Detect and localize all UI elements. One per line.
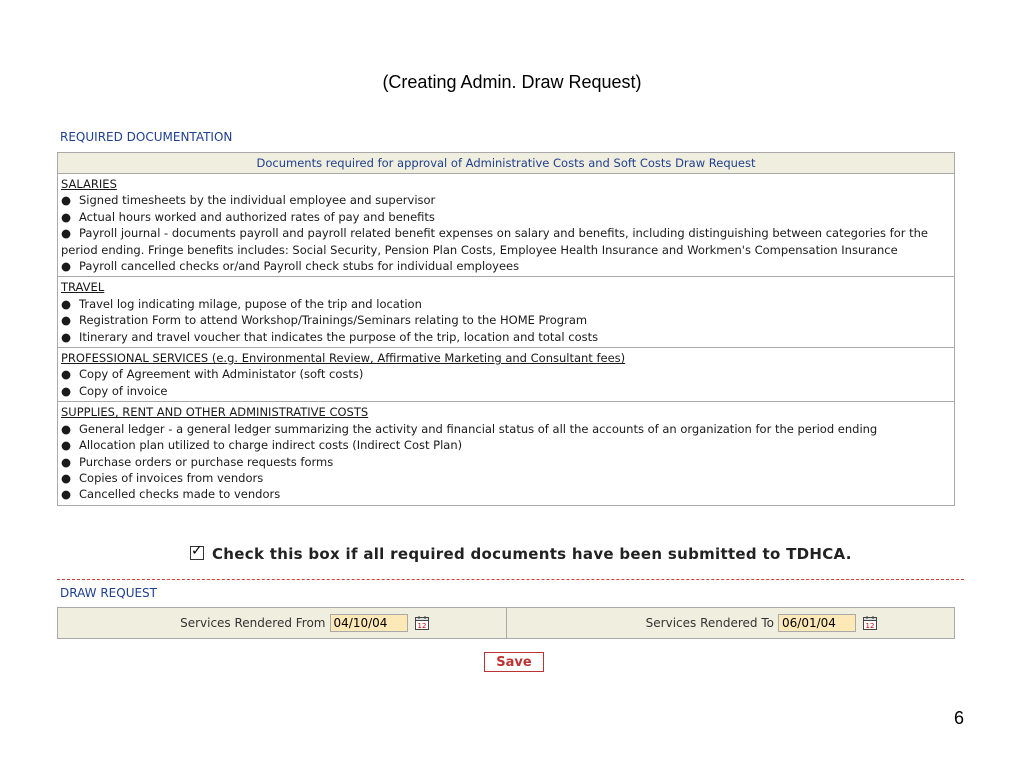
bullet-icon: ●	[61, 438, 72, 453]
documents-section	[58, 401, 954, 504]
documents-list-item-text: Copy of invoice	[79, 383, 168, 398]
documents-submitted-label: Check this box if all required documents have been submitted to TDHCA.	[212, 545, 852, 563]
calendar-icon[interactable]	[862, 615, 878, 631]
documents-list-item-text: Travel log indicating milage, pupose of the trip and location	[79, 296, 422, 311]
documents-section	[58, 276, 954, 347]
documents-list-item-text: Cancelled checks made to vendors	[79, 487, 281, 502]
documents-list-item	[61, 421, 952, 437]
documents-submitted-checkbox[interactable]	[190, 546, 204, 560]
documents-list-item	[61, 454, 952, 470]
bullet-icon: ●	[61, 329, 72, 344]
documents-section-title: TRAVEL	[61, 280, 105, 295]
documents-list-item	[61, 486, 952, 502]
documents-list-item	[61, 437, 952, 453]
bullet-icon: ●	[61, 313, 72, 328]
documents-list-item-text: Allocation plan utilized to charge indirect costs (Indirect Cost Plan)	[79, 438, 463, 453]
bullet-icon: ●	[61, 383, 72, 398]
documents-table-header: Documents required for approval of Administrative Costs and Soft Costs Draw Request	[58, 153, 954, 174]
bullet-icon: ●	[61, 470, 72, 485]
services-from-label: Services Rendered From	[180, 616, 326, 630]
section-divider	[57, 579, 964, 580]
documents-section-title: PROFESSIONAL SERVICES (e.g. Environmental Review, Affirmative Marketing and Consultant fees)	[61, 351, 626, 366]
bullet-icon: ●	[61, 259, 72, 274]
services-to-label: Services Rendered To	[645, 616, 774, 630]
services-from-cell	[58, 608, 507, 638]
documents-list-item	[61, 225, 952, 258]
save-button[interactable]: Save	[484, 652, 544, 672]
documents-list-item-text: Payroll cancelled checks or/and Payroll check stubs for individual employees	[79, 259, 520, 274]
documents-list-item-text: Copies of invoices from vendors	[79, 470, 264, 485]
documents-list-item-text: Payroll journal - documents payroll and payroll related benefit expenses on salary and benefits, including distinguishing between categories for the period ending. Fringe benefits includes: Social Security, Pension Plan Costs, Employee Health Insurance and Workmen's Compensation Insurance	[61, 226, 928, 257]
draw-request-table	[57, 607, 955, 639]
documents-list-item-text: Signed timesheets by the individual employee and supervisor	[79, 193, 436, 208]
documents-list-item	[61, 366, 952, 382]
documents-list-item	[61, 312, 952, 328]
documents-list-item	[61, 470, 952, 486]
page-number: 6	[953, 708, 964, 728]
slide-title: (Creating Admin. Draw Request)	[382, 72, 642, 92]
documents-list-item	[61, 383, 952, 399]
documents-section	[58, 347, 954, 401]
required-documentation-label: REQUIRED DOCUMENTATION	[60, 130, 233, 144]
documents-list-item	[61, 209, 952, 225]
services-to-cell	[507, 608, 955, 638]
bullet-icon: ●	[61, 487, 72, 502]
bullet-icon: ●	[61, 421, 72, 436]
documents-list-item	[61, 329, 952, 345]
documents-section	[58, 174, 954, 276]
documents-table	[57, 152, 955, 506]
documents-list-item-text: Actual hours worked and authorized rates of pay and benefits	[79, 209, 435, 224]
calendar-icon[interactable]	[414, 615, 430, 631]
services-to-input[interactable]	[778, 614, 856, 632]
documents-list-item	[61, 296, 952, 312]
bullet-icon: ●	[61, 209, 72, 224]
svg-text:12: 12	[417, 622, 426, 630]
documents-submitted-row	[190, 545, 852, 563]
bullet-icon: ●	[61, 367, 72, 382]
documents-list-item	[61, 258, 952, 274]
bullet-icon: ●	[61, 296, 72, 311]
bullet-icon: ●	[61, 193, 72, 208]
documents-sections	[58, 174, 954, 505]
services-from-input[interactable]	[330, 614, 408, 632]
documents-list-item-text: General ledger - a general ledger summarizing the activity and financial status of all the accounts of an organization for the period ending	[79, 421, 878, 436]
documents-list-item-text: Itinerary and travel voucher that indicates the purpose of the trip, location and total costs	[79, 329, 599, 344]
documents-list-item-text: Copy of Agreement with Administator (soft costs)	[79, 367, 364, 382]
svg-text:12: 12	[865, 622, 875, 630]
draw-request-label: DRAW REQUEST	[60, 586, 158, 600]
documents-section-title: SALARIES	[61, 177, 117, 191]
documents-section-title: SUPPLIES, RENT AND OTHER ADMINISTRATIVE COSTS	[61, 405, 369, 420]
documents-list-item-text: Registration Form to attend Workshop/Trainings/Seminars relating to the HOME Program	[79, 313, 588, 328]
bullet-icon: ●	[61, 226, 72, 241]
documents-list-item	[61, 192, 952, 208]
bullet-icon: ●	[61, 454, 72, 469]
documents-list-item-text: Purchase orders or purchase requests forms	[79, 454, 334, 469]
